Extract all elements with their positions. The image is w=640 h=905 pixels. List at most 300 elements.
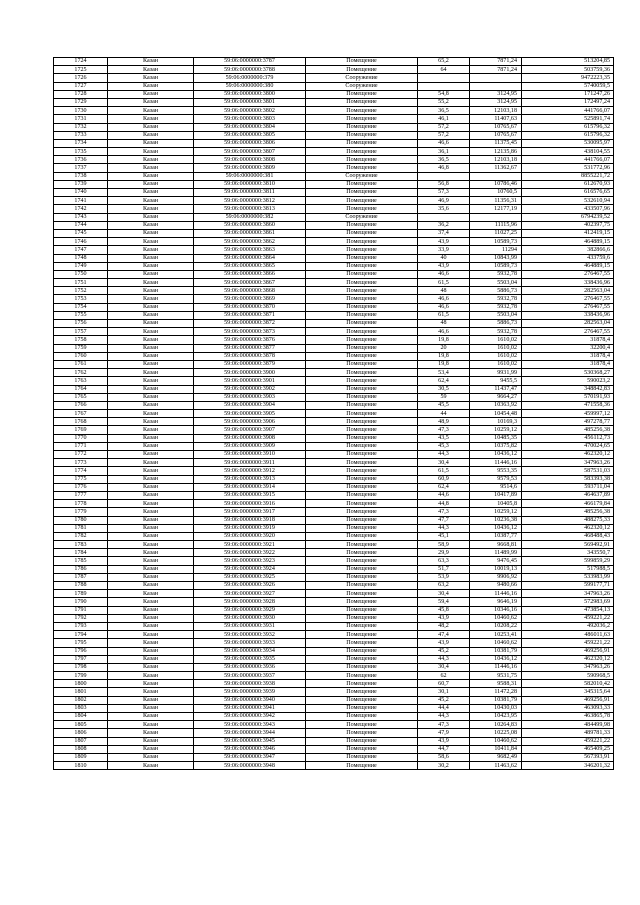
city-cell: Казан xyxy=(108,672,194,680)
area-cell: 51,7 xyxy=(418,565,470,573)
unit-value-cell: 3124,95 xyxy=(470,98,522,106)
city-cell: Казан xyxy=(108,721,194,729)
cadastral-number-cell: 59:06:0000000:3905 xyxy=(194,410,306,418)
row-number-cell: 1751 xyxy=(54,279,108,287)
table-row xyxy=(54,672,614,680)
cadastral-number-cell: 59:06:0000000:3931 xyxy=(194,622,306,630)
table-row xyxy=(54,582,614,590)
object-type-cell: Помещение xyxy=(306,721,418,729)
cadastral-value-cell: 382866,6 xyxy=(522,246,614,254)
object-type-cell: Помещение xyxy=(306,426,418,434)
unit-value-cell: 5503,04 xyxy=(470,279,522,287)
area-cell: 20 xyxy=(418,344,470,352)
cadastral-value-cell: 441766,07 xyxy=(522,107,614,115)
city-cell: Казан xyxy=(108,688,194,696)
row-number-cell: 1803 xyxy=(54,704,108,712)
cadastral-number-cell: 59:06:0000000:3868 xyxy=(194,287,306,295)
unit-value-cell: 10346,16 xyxy=(470,606,522,614)
city-cell: Казан xyxy=(108,213,194,221)
row-number-cell: 1807 xyxy=(54,737,108,745)
area-cell: 61,5 xyxy=(418,279,470,287)
row-number-cell: 1732 xyxy=(54,123,108,131)
area-cell: 30,4 xyxy=(418,663,470,671)
object-type-cell: Помещение xyxy=(306,729,418,737)
city-cell: Казан xyxy=(108,270,194,278)
area-cell xyxy=(418,213,470,221)
cadastral-number-cell: 59:06:0000000:3913 xyxy=(194,475,306,483)
unit-value-cell: 3124,95 xyxy=(470,90,522,98)
table-row xyxy=(54,74,614,82)
area-cell: 44,3 xyxy=(418,713,470,721)
cadastral-value-cell: 503759,36 xyxy=(522,66,614,74)
cadastral-value-cell: 599177,71 xyxy=(522,582,614,590)
object-type-cell: Помещение xyxy=(306,622,418,630)
unit-value-cell: 5886,73 xyxy=(470,287,522,295)
object-type-cell: Помещение xyxy=(306,704,418,712)
cadastral-value-cell: 8855221,72 xyxy=(522,172,614,180)
area-cell: 45,2 xyxy=(418,647,470,655)
object-type-cell: Помещение xyxy=(306,344,418,352)
row-number-cell: 1806 xyxy=(54,729,108,737)
cadastral-number-cell: 59:06:0000000:3862 xyxy=(194,238,306,246)
object-type-cell: Помещение xyxy=(306,58,418,66)
unit-value-cell: 10405,8 xyxy=(470,500,522,508)
object-type-cell: Помещение xyxy=(306,500,418,508)
row-number-cell: 1728 xyxy=(54,90,108,98)
city-cell: Казан xyxy=(108,582,194,590)
city-cell: Казан xyxy=(108,74,194,82)
area-cell: 43,9 xyxy=(418,639,470,647)
cadastral-number-cell: 59:06:0000000:3923 xyxy=(194,557,306,565)
area-cell: 58,6 xyxy=(418,753,470,761)
unit-value-cell: 11294 xyxy=(470,246,522,254)
cadastral-number-cell: 59:06:0000000:3900 xyxy=(194,369,306,377)
cadastral-number-cell: 59:06:0000000:3805 xyxy=(194,131,306,139)
cadastral-value-cell: 462320,12 xyxy=(522,451,614,459)
cadastral-value-cell: 31878,4 xyxy=(522,336,614,344)
row-number-cell: 1775 xyxy=(54,475,108,483)
unit-value-cell: 10423,95 xyxy=(470,713,522,721)
table-row xyxy=(54,557,614,565)
unit-value-cell: 9668,81 xyxy=(470,541,522,549)
cadastral-value-cell: 276467,55 xyxy=(522,303,614,311)
city-cell: Казан xyxy=(108,713,194,721)
area-cell: 53,9 xyxy=(418,573,470,581)
unit-value-cell: 10436,12 xyxy=(470,655,522,663)
table-row xyxy=(54,377,614,385)
city-cell: Казан xyxy=(108,541,194,549)
city-cell: Казан xyxy=(108,82,194,90)
table-row xyxy=(54,508,614,516)
city-cell: Казан xyxy=(108,631,194,639)
unit-value-cell: 11446,16 xyxy=(470,663,522,671)
area-cell: 54,8 xyxy=(418,90,470,98)
area-cell: 46,6 xyxy=(418,303,470,311)
object-type-cell: Помещение xyxy=(306,385,418,393)
object-type-cell: Помещение xyxy=(306,639,418,647)
object-type-cell: Помещение xyxy=(306,164,418,172)
unit-value-cell: 10436,12 xyxy=(470,524,522,532)
unit-value-cell: 10208,22 xyxy=(470,622,522,630)
unit-value-cell: 1610,02 xyxy=(470,344,522,352)
table-row xyxy=(54,270,614,278)
cadastral-number-cell: 59:06:0000000:3801 xyxy=(194,98,306,106)
city-cell: Казан xyxy=(108,123,194,131)
area-cell: 60,9 xyxy=(418,475,470,483)
object-type-cell: Помещение xyxy=(306,107,418,115)
table-row xyxy=(54,524,614,532)
table-row xyxy=(54,66,614,74)
area-cell: 46,6 xyxy=(418,139,470,147)
unit-value-cell: 12103,18 xyxy=(470,107,522,115)
unit-value-cell: 9531,75 xyxy=(470,672,522,680)
cadastral-value-cell: 347963,26 xyxy=(522,663,614,671)
area-cell: 46,8 xyxy=(418,164,470,172)
table-row xyxy=(54,565,614,573)
city-cell: Казан xyxy=(108,360,194,368)
unit-value-cell: 11027,25 xyxy=(470,229,522,237)
city-cell: Казан xyxy=(108,532,194,540)
cadastral-value-cell: 470024,65 xyxy=(522,442,614,450)
row-number-cell: 1781 xyxy=(54,524,108,532)
cadastral-value-cell: 32200,4 xyxy=(522,344,614,352)
area-cell: 45,2 xyxy=(418,696,470,704)
city-cell: Казан xyxy=(108,598,194,606)
cadastral-value-cell: 497278,77 xyxy=(522,418,614,426)
cadastral-number-cell: 59:06:0000000:3800 xyxy=(194,90,306,98)
object-type-cell: Помещение xyxy=(306,459,418,467)
row-number-cell: 1804 xyxy=(54,713,108,721)
table-body xyxy=(54,58,614,770)
row-number-cell: 1724 xyxy=(54,58,108,66)
object-type-cell: Помещение xyxy=(306,524,418,532)
city-cell: Казан xyxy=(108,385,194,393)
city-cell: Казан xyxy=(108,58,194,66)
object-type-cell: Помещение xyxy=(306,377,418,385)
row-number-cell: 1791 xyxy=(54,606,108,614)
cadastral-number-cell: 59:06:0000000:3912 xyxy=(194,467,306,475)
object-type-cell: Помещение xyxy=(306,631,418,639)
table-row xyxy=(54,164,614,172)
table-row xyxy=(54,254,614,262)
row-number-cell: 1742 xyxy=(54,205,108,213)
row-number-cell: 1810 xyxy=(54,762,108,770)
object-type-cell: Помещение xyxy=(306,401,418,409)
object-type-cell: Помещение xyxy=(306,647,418,655)
object-type-cell: Помещение xyxy=(306,189,418,197)
table-row xyxy=(54,213,614,221)
city-cell: Казан xyxy=(108,90,194,98)
table-row xyxy=(54,753,614,761)
unit-value-cell: 10460,62 xyxy=(470,737,522,745)
cadastral-value-cell: 468488,43 xyxy=(522,532,614,540)
area-cell: 62,4 xyxy=(418,483,470,491)
cadastral-number-cell: 59:06:0000000:3915 xyxy=(194,491,306,499)
object-type-cell: Сооружение xyxy=(306,213,418,221)
area-cell: 59 xyxy=(418,393,470,401)
cadastral-number-cell: 59:06:0000000:3802 xyxy=(194,107,306,115)
city-cell: Казан xyxy=(108,246,194,254)
object-type-cell: Помещение xyxy=(306,680,418,688)
row-number-cell: 1741 xyxy=(54,197,108,205)
row-number-cell: 1759 xyxy=(54,344,108,352)
cadastral-number-cell: 59:06:0000000:3871 xyxy=(194,311,306,319)
cadastral-number-cell: 59:06:0000000:3807 xyxy=(194,148,306,156)
cadastral-value-cell: 464889,15 xyxy=(522,238,614,246)
city-cell: Казан xyxy=(108,467,194,475)
table-row xyxy=(54,475,614,483)
row-number-cell: 1736 xyxy=(54,156,108,164)
table-row xyxy=(54,647,614,655)
cadastral-number-cell: 59:06:0000000:3878 xyxy=(194,352,306,360)
unit-value-cell: 10259,12 xyxy=(470,426,522,434)
cadastral-number-cell: 59:06:0000000:3940 xyxy=(194,696,306,704)
row-number-cell: 1790 xyxy=(54,598,108,606)
object-type-cell: Помещение xyxy=(306,303,418,311)
area-cell: 33,9 xyxy=(418,246,470,254)
table-row xyxy=(54,721,614,729)
cadastral-value-cell: 471558,36 xyxy=(522,401,614,409)
city-cell: Казан xyxy=(108,139,194,147)
city-cell: Казан xyxy=(108,434,194,442)
row-number-cell: 1802 xyxy=(54,696,108,704)
city-cell: Казан xyxy=(108,418,194,426)
table-row xyxy=(54,328,614,336)
unit-value-cell: 10381,79 xyxy=(470,696,522,704)
row-number-cell: 1758 xyxy=(54,336,108,344)
object-type-cell: Помещение xyxy=(306,254,418,262)
row-number-cell: 1752 xyxy=(54,287,108,295)
object-type-cell: Сооружение xyxy=(306,82,418,90)
cadastral-value-cell: 466179,84 xyxy=(522,500,614,508)
city-cell: Казан xyxy=(108,622,194,630)
table-row xyxy=(54,156,614,164)
unit-value-cell: 10253,41 xyxy=(470,631,522,639)
cadastral-number-cell: 59:06:0000000:3916 xyxy=(194,500,306,508)
cadastral-number-cell: 59:06:0000000:3935 xyxy=(194,655,306,663)
object-type-cell: Помещение xyxy=(306,221,418,229)
area-cell: 45,3 xyxy=(418,442,470,450)
cadastral-number-cell: 59:06:0000000:3869 xyxy=(194,295,306,303)
object-type-cell: Помещение xyxy=(306,762,418,770)
area-cell: 30,4 xyxy=(418,459,470,467)
row-number-cell: 1766 xyxy=(54,401,108,409)
area-cell: 56,8 xyxy=(418,180,470,188)
cadastral-number-cell: 59:06:0000000:3911 xyxy=(194,459,306,467)
object-type-cell: Помещение xyxy=(306,590,418,598)
unit-value-cell: 10460,62 xyxy=(470,614,522,622)
cadastral-value-cell: 276467,55 xyxy=(522,295,614,303)
unit-value-cell: 1610,02 xyxy=(470,352,522,360)
object-type-cell: Помещение xyxy=(306,156,418,164)
city-cell: Казан xyxy=(108,98,194,106)
cadastral-value-cell: 282563,04 xyxy=(522,320,614,328)
row-number-cell: 1782 xyxy=(54,532,108,540)
table-row xyxy=(54,115,614,123)
cadastral-number-cell: 59:06:0000000:3804 xyxy=(194,123,306,131)
area-cell: 46,1 xyxy=(418,115,470,123)
unit-value-cell: 1610,02 xyxy=(470,336,522,344)
unit-value-cell: 10225,08 xyxy=(470,729,522,737)
city-cell: Казан xyxy=(108,238,194,246)
area-cell: 44,3 xyxy=(418,451,470,459)
row-number-cell: 1776 xyxy=(54,483,108,491)
row-number-cell: 1762 xyxy=(54,369,108,377)
unit-value-cell: 9588,31 xyxy=(470,680,522,688)
row-number-cell: 1787 xyxy=(54,573,108,581)
object-type-cell: Помещение xyxy=(306,148,418,156)
object-type-cell: Помещение xyxy=(306,737,418,745)
table-row xyxy=(54,500,614,508)
row-number-cell: 1743 xyxy=(54,213,108,221)
row-number-cell: 1783 xyxy=(54,541,108,549)
city-cell: Казан xyxy=(108,459,194,467)
object-type-cell: Помещение xyxy=(306,262,418,270)
object-type-cell: Помещение xyxy=(306,229,418,237)
city-cell: Казан xyxy=(108,442,194,450)
cadastral-number-cell: 59:06:0000000:3812 xyxy=(194,197,306,205)
area-cell: 47,9 xyxy=(418,729,470,737)
row-number-cell: 1789 xyxy=(54,590,108,598)
cadastral-value-cell: 567393,91 xyxy=(522,753,614,761)
city-cell: Казан xyxy=(108,639,194,647)
row-number-cell: 1799 xyxy=(54,672,108,680)
row-number-cell: 1774 xyxy=(54,467,108,475)
city-cell: Казан xyxy=(108,352,194,360)
cadastral-value-cell: 469256,91 xyxy=(522,696,614,704)
area-cell: 45,5 xyxy=(418,401,470,409)
city-cell: Казан xyxy=(108,606,194,614)
area-cell: 46,6 xyxy=(418,328,470,336)
row-number-cell: 1792 xyxy=(54,614,108,622)
cadastral-value-cell: 459221,22 xyxy=(522,737,614,745)
table-row xyxy=(54,459,614,467)
cadastral-value-cell: 433507,96 xyxy=(522,205,614,213)
cadastral-value-cell: 464637,89 xyxy=(522,491,614,499)
unit-value-cell xyxy=(470,172,522,180)
table-row xyxy=(54,336,614,344)
cadastral-value-cell: 473854,13 xyxy=(522,606,614,614)
row-number-cell: 1757 xyxy=(54,328,108,336)
area-cell: 43,9 xyxy=(418,737,470,745)
table-row xyxy=(54,434,614,442)
cadastral-number-cell: 59:06:0000000:3808 xyxy=(194,156,306,164)
unit-value-cell: 10460,62 xyxy=(470,639,522,647)
object-type-cell: Помещение xyxy=(306,467,418,475)
area-cell: 58,9 xyxy=(418,541,470,549)
object-type-cell: Помещение xyxy=(306,66,418,74)
table-row xyxy=(54,442,614,450)
area-cell: 30,5 xyxy=(418,385,470,393)
cadastral-number-cell: 59:06:0000000:3934 xyxy=(194,647,306,655)
cadastral-number-cell: 59:06:0000000:380 xyxy=(194,82,306,90)
cadastral-value-cell: 616576,65 xyxy=(522,189,614,197)
cadastral-number-cell: 59:06:0000000:3870 xyxy=(194,303,306,311)
object-type-cell: Помещение xyxy=(306,451,418,459)
cadastral-number-cell: 59:06:0000000:3811 xyxy=(194,189,306,197)
row-number-cell: 1753 xyxy=(54,295,108,303)
city-cell: Казан xyxy=(108,377,194,385)
row-number-cell: 1770 xyxy=(54,434,108,442)
table-row xyxy=(54,729,614,737)
city-cell: Казан xyxy=(108,565,194,573)
object-type-cell: Помещение xyxy=(306,672,418,680)
city-cell: Казан xyxy=(108,115,194,123)
unit-value-cell: 12135,86 xyxy=(470,148,522,156)
unit-value-cell: 10381,79 xyxy=(470,647,522,655)
cadastral-number-cell: 59:06:0000000:3867 xyxy=(194,279,306,287)
cadastral-value-cell: 570191,93 xyxy=(522,393,614,401)
cadastral-number-cell: 59:06:0000000:3872 xyxy=(194,320,306,328)
object-type-cell: Сооружение xyxy=(306,74,418,82)
unit-value-cell: 10375,82 xyxy=(470,442,522,450)
cadastral-value-cell: 489781,33 xyxy=(522,729,614,737)
table-row xyxy=(54,655,614,663)
cadastral-value-cell: 615796,32 xyxy=(522,123,614,131)
unit-value-cell: 5932,78 xyxy=(470,295,522,303)
city-cell: Казан xyxy=(108,197,194,205)
row-number-cell: 1795 xyxy=(54,639,108,647)
cadastral-value-cell: 456112,73 xyxy=(522,434,614,442)
unit-value-cell xyxy=(470,82,522,90)
row-number-cell: 1798 xyxy=(54,663,108,671)
table-row xyxy=(54,631,614,639)
table-row xyxy=(54,418,614,426)
cadastral-number-cell: 59:06:0000000:381 xyxy=(194,172,306,180)
unit-value-cell: 9646,19 xyxy=(470,598,522,606)
area-cell: 46,6 xyxy=(418,295,470,303)
cadastral-value-cell: 433759,6 xyxy=(522,254,614,262)
area-cell: 30,4 xyxy=(418,590,470,598)
cadastral-value-cell: 485256,38 xyxy=(522,508,614,516)
cadastral-value-cell: 486011,63 xyxy=(522,631,614,639)
row-number-cell: 1788 xyxy=(54,582,108,590)
row-number-cell: 1727 xyxy=(54,82,108,90)
city-cell: Казан xyxy=(108,451,194,459)
unit-value-cell: 10019,13 xyxy=(470,565,522,573)
object-type-cell: Помещение xyxy=(306,115,418,123)
row-number-cell: 1779 xyxy=(54,508,108,516)
row-number-cell: 1747 xyxy=(54,246,108,254)
cadastral-number-cell: 59:06:0000000:3937 xyxy=(194,672,306,680)
cadastral-value-cell: 459221,22 xyxy=(522,614,614,622)
cadastral-number-cell: 59:06:0000000:3930 xyxy=(194,614,306,622)
object-type-cell: Помещение xyxy=(306,393,418,401)
cadastral-value-cell: 31878,4 xyxy=(522,352,614,360)
city-cell: Казан xyxy=(108,66,194,74)
area-cell: 47,7 xyxy=(418,516,470,524)
area-cell: 19,8 xyxy=(418,336,470,344)
area-cell: 57,2 xyxy=(418,131,470,139)
cadastral-value-cell: 282563,04 xyxy=(522,287,614,295)
row-number-cell: 1730 xyxy=(54,107,108,115)
unit-value-cell: 7871,24 xyxy=(470,66,522,74)
row-number-cell: 1740 xyxy=(54,189,108,197)
row-number-cell: 1773 xyxy=(54,459,108,467)
city-cell: Казан xyxy=(108,295,194,303)
cadastral-number-cell: 59:06:0000000:3877 xyxy=(194,344,306,352)
cadastral-value-cell: 513204,85 xyxy=(522,58,614,66)
unit-value-cell: 9931,99 xyxy=(470,369,522,377)
table-row xyxy=(54,352,614,360)
object-type-cell: Помещение xyxy=(306,541,418,549)
city-cell: Казан xyxy=(108,729,194,737)
area-cell: 36,1 xyxy=(418,148,470,156)
cadastral-value-cell: 338436,96 xyxy=(522,279,614,287)
city-cell: Казан xyxy=(108,753,194,761)
cadastral-value-cell: 31878,4 xyxy=(522,360,614,368)
cadastral-value-cell: 615796,32 xyxy=(522,131,614,139)
